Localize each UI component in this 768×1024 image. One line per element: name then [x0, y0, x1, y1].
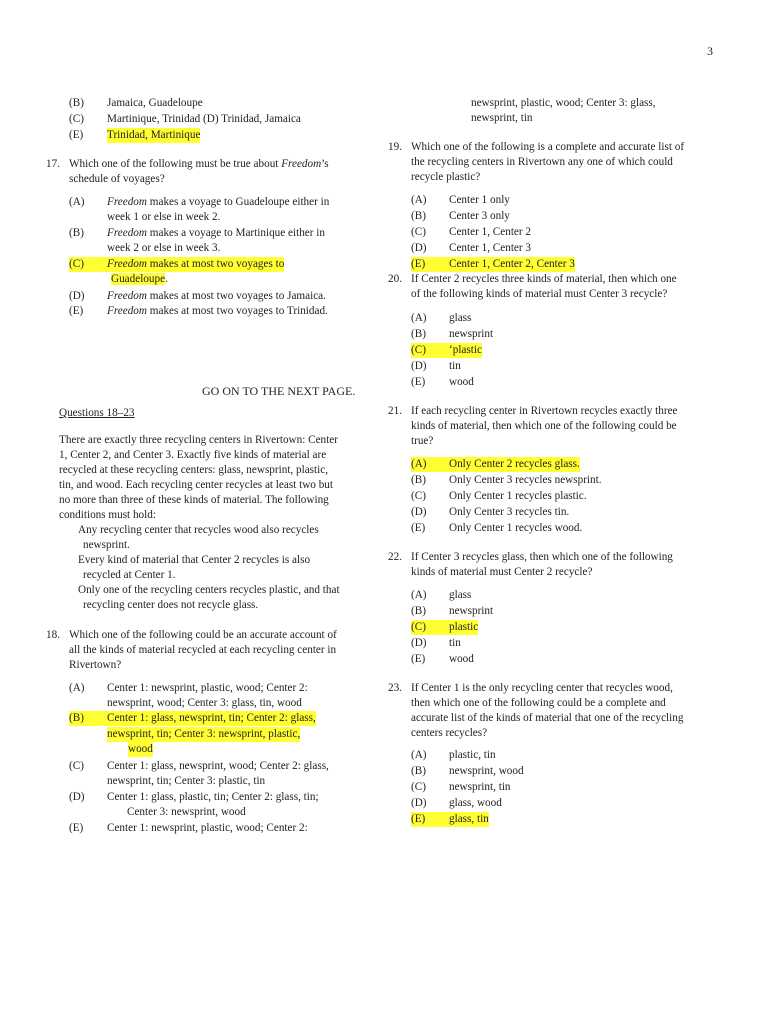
question-number: 20. — [388, 273, 402, 285]
page-number: 3 — [707, 44, 713, 58]
question-text: If each recycling center in Rivertown recycles exactly three kinds of material, then which one of the following could be true? — [411, 405, 678, 447]
passage-intro: There are exactly three recycling centers in Rivertown: Center 1, Center 2, and Center 3. Exactly five kinds of material are recycled at these recycling centers: glass, newsprint, plastic, tin, and wood. Each recycling center recycles at least two but no more than three of these kinds of material. The following conditions must hold: — [59, 434, 338, 521]
condition-list: Any recycling center that recycles wood also recycles newsprint. Every kind of material that Center 2 recycles is also recycled at Center 1. Only one of the recycling centers recycles plastic, and that recycling center does not recycle glass. — [78, 524, 340, 611]
question-number: 22. — [388, 551, 402, 563]
section-heading: Questions 18–23 — [59, 407, 135, 419]
question-text: Which one of the following is a complete and accurate list of the recycling centers in Rivertown any one of which could recycle plastic? — [411, 141, 685, 183]
question-text: Which one of the following must be true about Freedom’s — [69, 158, 329, 170]
option-letter: (E) — [69, 129, 84, 141]
question-number: 21. — [388, 405, 402, 417]
question-number: 23. — [388, 682, 402, 694]
option-letter: (B) — [69, 97, 84, 109]
question-number: 19. — [388, 141, 402, 153]
continued-option-text: newsprint, plastic, wood; Center 3: glass, newsprint, tin — [471, 97, 656, 124]
question-text-line: schedule of voyages? — [69, 173, 165, 185]
go-on-notice: GO ON TO THE NEXT PAGE. — [202, 384, 356, 398]
question-number: 17. — [46, 158, 60, 170]
option-text: Trinidad, Martinique — [107, 129, 201, 141]
option-text: Martinique, Trinidad (D) Trinidad, Jamaica — [107, 113, 301, 125]
question-text: If Center 3 recycles glass, then which one of the following kinds of material must Center 2 recycle? — [411, 551, 673, 578]
question-number: 18. — [46, 629, 60, 641]
question-text: Which one of the following could be an accurate account of all the kinds of material recycled at each recycling center in Rivertown? — [69, 629, 337, 671]
option-letter: (C) — [69, 113, 84, 125]
question-text: If Center 1 is the only recycling center that recycles wood, then which one of the following could be a complete and accurate list of the kinds of material that one of the recycling centers recycles? — [411, 682, 684, 739]
option-text: Jamaica, Guadeloupe — [107, 97, 203, 109]
question-text: If Center 2 recycles three kinds of material, then which one of the following kinds of material must Center 3 recycle? — [411, 273, 677, 300]
